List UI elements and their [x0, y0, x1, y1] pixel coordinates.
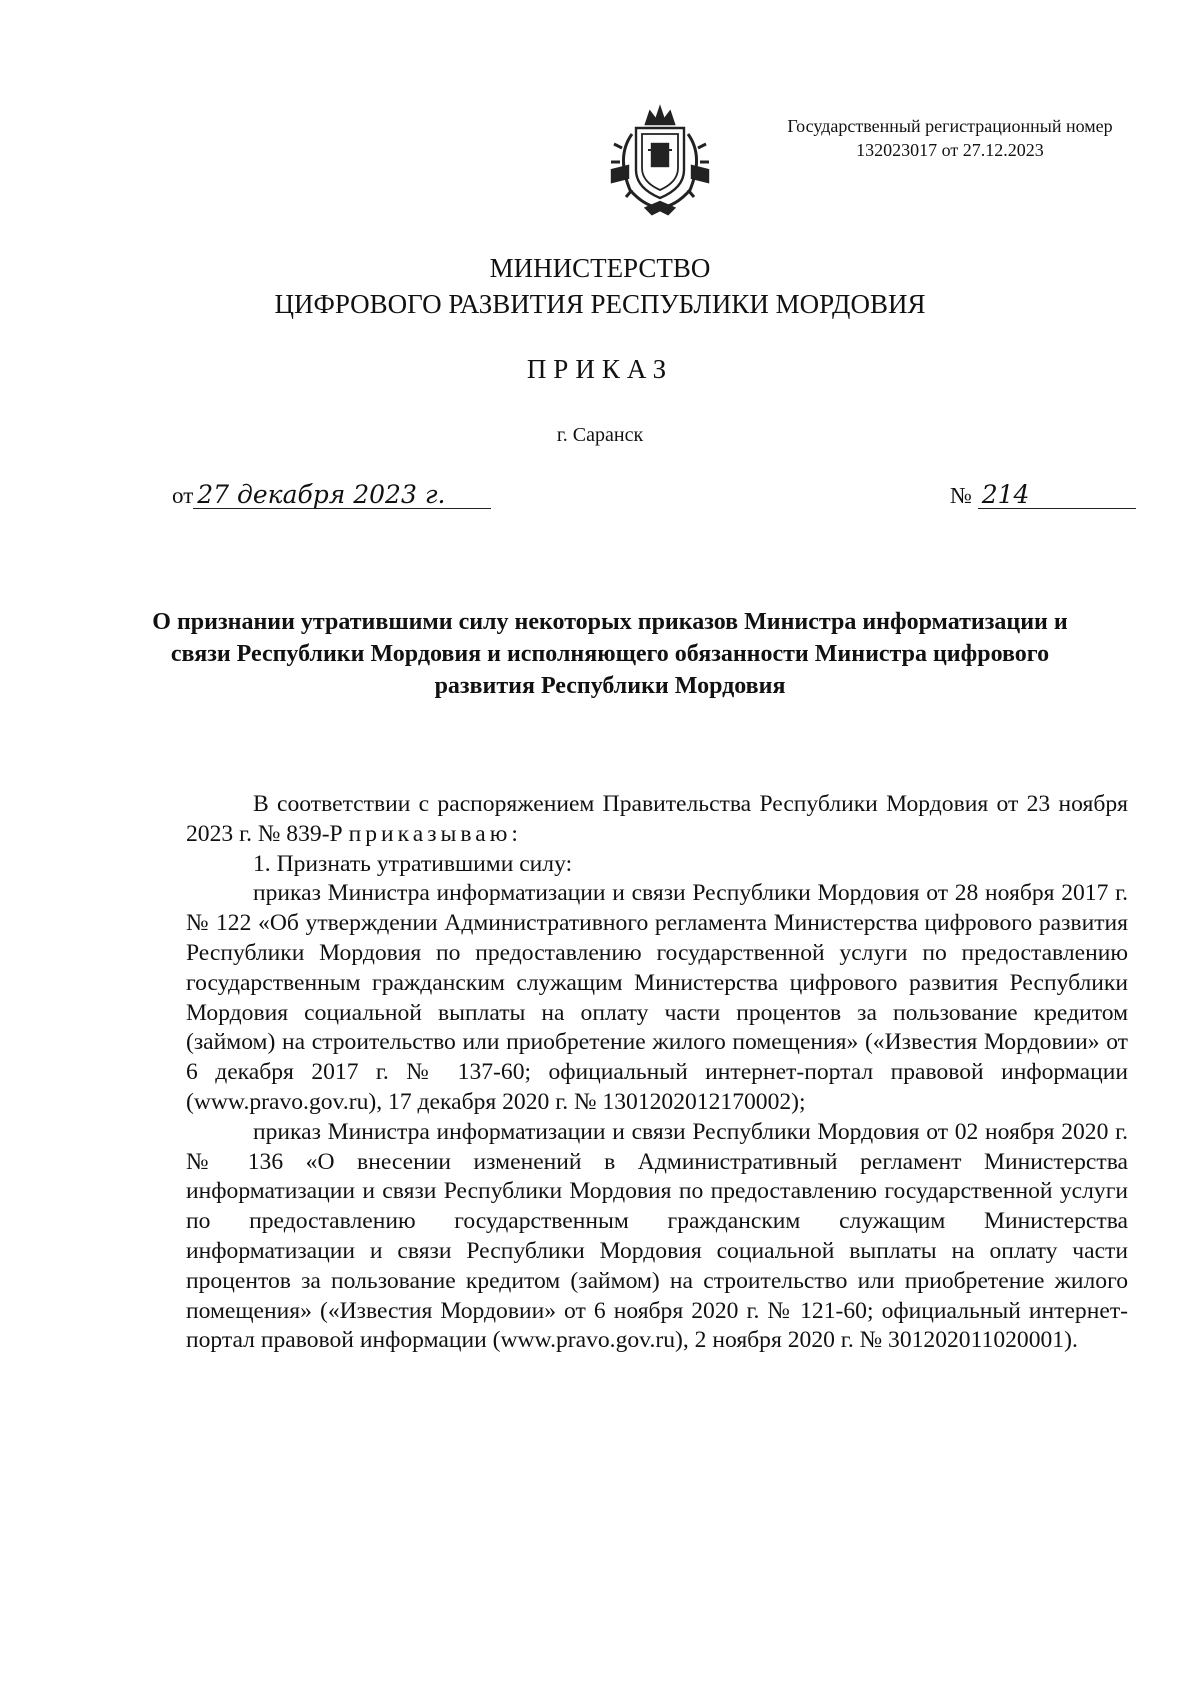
body-paragraph-repealed-order-2: приказ Министра информатизации и связи Республики Мордовия от 02 ноября 2020 г. № 136 «О внесении изменений в Административный регламент Министерства информатизации и связи Республики Мордовия по предоставлению государственной услуги по предоставлению государственным гражданским служащим Министерства информатизации и связи Республики Мордовия социальной выплаты на оплату части процентов за пользование кредитом (займом) на строительство или приобретение жилого помещения» («Известия Мордовии» от 6 ноября 2020 г. № 121-60; официальный интернет-портал правовой информации (www.pravo.gov.ru), 2 ноября 2020 г. № 301202011020001). — [186, 1118, 1128, 1354]
handwritten-number: 214 — [978, 482, 1136, 509]
order-subject-heading: О признании утратившими силу некоторых приказов Министра информатизации и связи Республики Мордовия и исполняющего обязанности Министра цифрового развития Республики Мордовия — [152, 609, 1068, 699]
ministry-name-line2: ЦИФРОВОГО РАЗВИТИЯ РЕСПУБЛИКИ МОРДОВИЯ — [274, 289, 926, 319]
registration-label: Государственный регистрационный номер — [787, 116, 1113, 136]
number-prefix: № — [950, 483, 972, 508]
body-paragraph-preamble — [186, 790, 1128, 850]
registration-value: 132023017 от 27.12.2023 — [856, 140, 1044, 160]
date-prefix: от — [172, 483, 194, 508]
order-keyword: приказываю — [348, 820, 512, 847]
order-number — [950, 482, 1136, 509]
document-type-title: ПРИКАЗ — [526, 354, 674, 384]
registration-number-block — [760, 114, 1140, 162]
body-paragraph-item-1: 1. Признать утратившими силу: — [253, 850, 573, 877]
city-label: г. Саранск — [556, 424, 644, 446]
order-body — [186, 790, 1128, 1356]
ministry-name-line1: МИНИСТЕРСТВО — [489, 253, 711, 283]
preamble-suffix: : — [511, 820, 518, 847]
order-date — [172, 482, 491, 509]
preamble-text: В соответствии с распоряжением Правительства Республики Мордовия от 23 ноября 2023 г. № 839-Р — [186, 791, 1128, 847]
body-paragraph-repealed-order-1: приказ Министра информатизации и связи Республики Мордовия от 28 ноября 2017 г. № 122 «Об утверждении Административного регламента Министерства цифрового развития Республики Мордовия по предоставлению государственной услуги по предоставлению государственным гражданским служащим Министерства цифрового развития Республики Мордовия социальной выплаты на оплату части процентов за пользование кредитом (займом) на строительство или приобретение жилого помещения» («Известия Мордовии» от 6 декабря 2017 г. № 137-60; официальный интернет-портал правовой информации (www.pravo.gov.ru), 17 декабря 2020 г. № 1301202012170002); — [186, 880, 1128, 1115]
coat-of-arms-icon — [606, 104, 714, 216]
handwritten-date: 27 декабря 2023 г. — [193, 482, 491, 509]
